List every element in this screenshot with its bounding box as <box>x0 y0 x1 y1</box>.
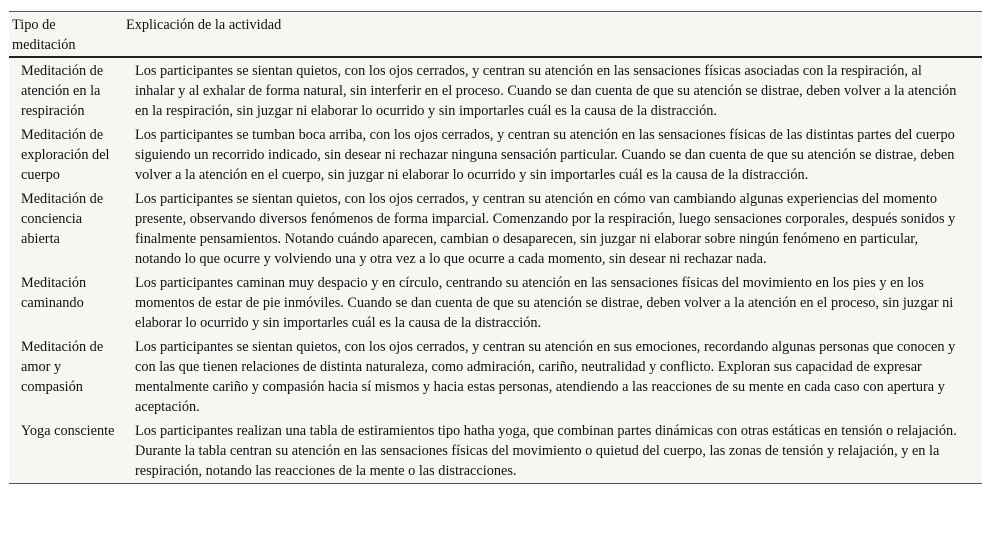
meditation-type-cell: Meditación de amor y compasión <box>21 339 104 395</box>
meditation-type-cell: Meditación de conciencia abierta <box>21 191 104 247</box>
table-row <box>9 57 982 123</box>
meditation-type-cell: Meditación de atención en la respiración <box>21 63 104 119</box>
meditation-description-cell: Los participantes se sientan quietos, con los ojos cerrados, y centran su atención en cómo van cambiando algunas experiencias del momento presente, observando diversos fenómenos de forma imparcial. Comenzando por la respiración, luego sensaciones corporales, después sonidos y finalmente pensamientos. Notando cuándo aparecen, cambian o desaparecen, sin juzgar ni elaborar sobre ningún fenómeno en particular, notando lo que ocurre y volviendo una y otra vez a lo que ocurre a cada momento, sin desear ni rechazar nada. <box>135 191 956 267</box>
table-row <box>9 335 982 419</box>
table-row <box>9 187 982 271</box>
meditation-type-cell: Meditación de exploración del cuerpo <box>21 127 110 183</box>
header-explanation: Explicación de la actividad <box>123 12 982 57</box>
table-row <box>9 419 982 483</box>
meditation-table-container <box>9 11 982 484</box>
meditation-type-cell: Meditación caminando <box>21 275 87 311</box>
meditation-type-cell: Yoga consciente <box>21 423 115 439</box>
meditation-table <box>9 12 982 483</box>
meditation-description-cell: Los participantes se sientan quietos, con los ojos cerrados, y centran su atención en sus emociones, recordando algunas personas que conocen y con las que tienen relaciones de distinta naturaleza, como admiración, cariño, neutralidad y conflicto. Exploran sus capacidad de expresar mentalmente cariño y compasión hacia sí mismos y hacia estas personas, atendiendo a las reacciones de su mente en cada caso con apertura y aceptación. <box>135 339 956 415</box>
meditation-description-cell: Los participantes se tumban boca arriba, con los ojos cerrados, y centran su atención en las sensaciones físicas de las distintas partes del cuerpo siguiendo un recorrido indicado, sin desear ni rechazar ninguna sensación particular. Cuando se dan cuenta de que su atención se distrae, deben volver a la atención en el cuerpo, sin juzgar ni elaborar lo ocurrido y sin importarles cuál es la causa de la distracción. <box>135 127 955 183</box>
meditation-description-cell: Los participantes se sientan quietos, con los ojos cerrados, y centran su atención en las sensaciones físicas asociadas con la respiración, al inhalar y al exhalar de forma natural, sin interferir en el proceso. Cuando se dan cuenta de que su atención se distrae, deben volver a la atención en la respiración, sin juzgar ni elaborar lo ocurrido y sin importarles cuál es la causa de la distracción. <box>135 63 957 119</box>
header-type: Tipo de meditación <box>9 12 123 57</box>
meditation-description-cell: Los participantes realizan una tabla de estiramientos tipo hatha yoga, que combinan partes dinámicas con otras estáticas en tensión o relajación. Durante la tabla centran su atención en las sensaciones físicas del movimiento o quietud del cuerpo, las zonas de tensión y relajación, y en la respiración, notando las reacciones de la mente o las distracciones. <box>135 423 957 479</box>
table-row <box>9 123 982 187</box>
table-row <box>9 271 982 335</box>
header-row <box>9 12 982 57</box>
meditation-description-cell: Los participantes caminan muy despacio y en círculo, centrando su atención en las sensaciones físicas del movimiento en los pies y en los momentos de estar de pie inmóviles. Cuando se dan cuenta de que su atención se distrae, deben volver a la atención en el proceso, sin juzgar ni elaborar lo ocurrido y sin importarles cuál es la causa de la distracción. <box>135 275 954 331</box>
